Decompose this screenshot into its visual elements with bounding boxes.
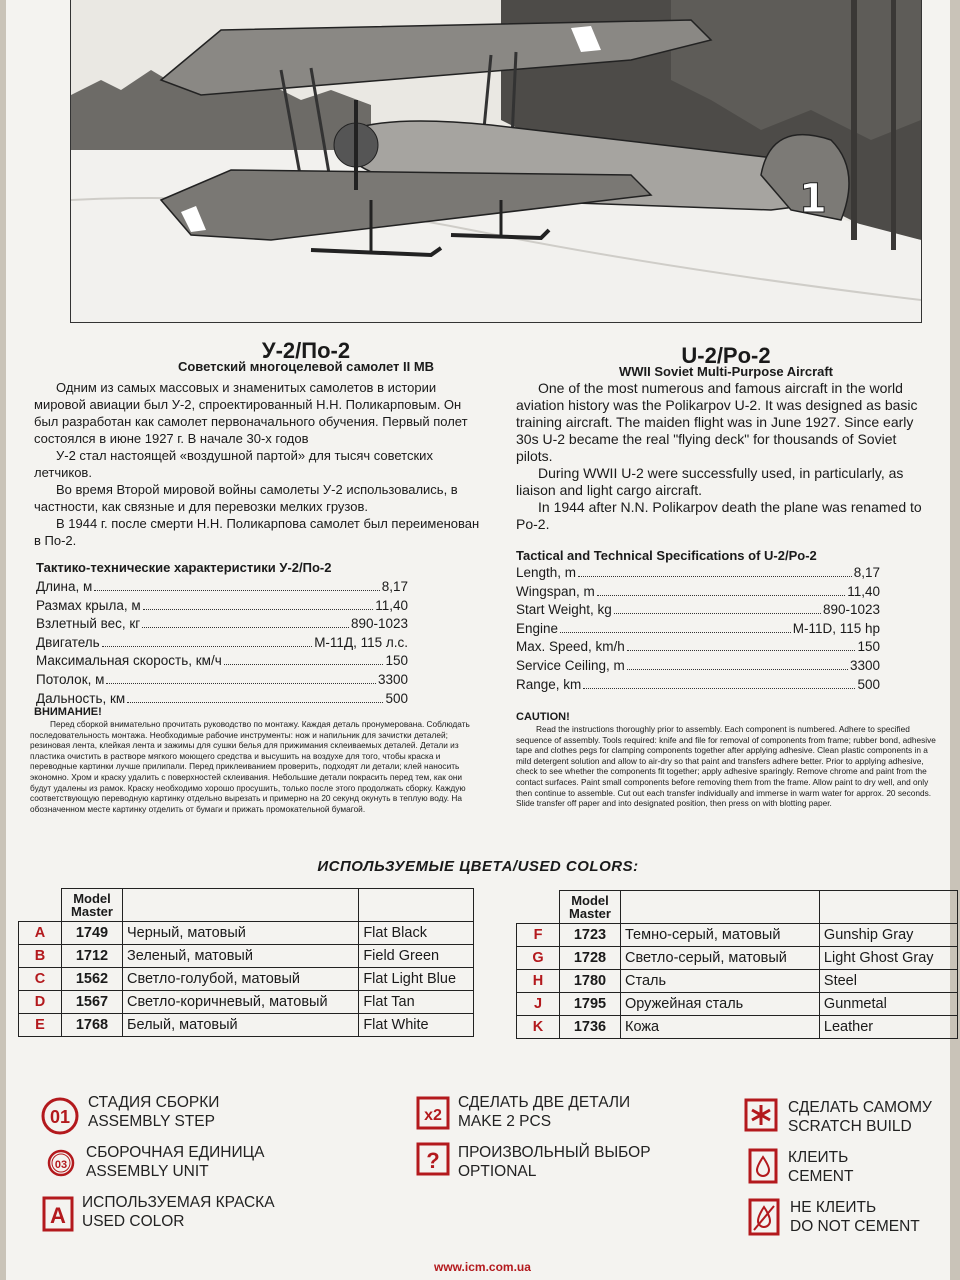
colors-table-right	[516, 890, 958, 1039]
optional-icon	[416, 1142, 450, 1176]
en-caution-text	[516, 724, 942, 809]
cement-icon	[748, 1148, 778, 1184]
legend-make-two	[458, 1093, 630, 1131]
ru-caution-paragraph: Перед сборкой внимательно прочитать руководство по монтажу. Каждая деталь пронумерована. Соблюдать последовательность монтажа. Необходимые рабочие инструменты: нож и напильник для зачистки деталей; резиновая лента, клейкая лента и зажимы для сушки белья для прижимания склеиваемых деталей. Детали из пластика очистить в растворе мягкого моющего средства и высушить на воздухе для того, чтобы краска и переводные картинки лучше прилипали. Перед приклеиванием проверить, подходят ли детали; клей наносить экономно. Хром и краску удалить с поверхностей склеивания. Небольшие детали покрасить перед тем, как они будут удалены из рамок. Краску необходимо хорошо просушить, только после этого продолжать сборку. Каждую соответствующую переводную картинку отдельно вырезать и примерно на 20 секунд окунуть в теплую воду. На обозначенном месте картинку отделить от бумаги и прижать промокательной бумагой.	[30, 719, 470, 814]
color-code: 1795	[560, 993, 621, 1016]
ru-description	[34, 379, 480, 549]
legend-label-ru: КЛЕИТЬ	[788, 1149, 849, 1166]
spec-value: М-11Д, 115 л.с.	[314, 634, 408, 650]
color-row	[19, 945, 474, 968]
spec-label: Взлетный вес, кг	[36, 616, 141, 632]
no-cement-icon	[748, 1198, 780, 1236]
ru-paragraph: У-2 стал настоящей «воздушной партой» для тысяч советских летчиков.	[34, 448, 433, 480]
assembly-step-icon	[40, 1096, 80, 1136]
color-row	[19, 991, 474, 1014]
color-name-ru: Белый, матовый	[123, 1014, 359, 1037]
legend-label-en: USED COLOR	[82, 1213, 185, 1230]
color-letter: H	[517, 970, 560, 993]
spec-label: Start Weight, kg	[516, 602, 612, 618]
color-code: 1723	[560, 924, 621, 947]
colors-title: ИСПОЛЬЗУЕМЫЕ ЦВЕТА/USED COLORS:	[317, 858, 639, 875]
color-row	[517, 947, 958, 970]
instruction-sheet	[6, 0, 950, 1280]
color-code: 1712	[62, 945, 123, 968]
color-name-ru: Оружейная сталь	[621, 993, 820, 1016]
spec-row	[516, 583, 880, 602]
spec-label: Потолок, м	[36, 671, 105, 687]
spec-label: Длина, м	[36, 579, 93, 594]
spec-row	[516, 676, 880, 695]
legend-do-not-cement	[790, 1198, 920, 1236]
color-row	[19, 968, 474, 991]
ru-spec-title: Тактико-технические характеристики У-2/По-2	[36, 560, 332, 575]
colors-header-row	[517, 891, 958, 924]
scratch-build-icon	[744, 1098, 778, 1132]
ru-spec-list	[36, 578, 408, 708]
color-row	[517, 970, 958, 993]
colors-table-left	[18, 888, 474, 1037]
legend-optional	[458, 1143, 651, 1181]
color-letter: A	[19, 922, 62, 945]
ru-caution-text	[30, 719, 478, 814]
spec-label: Max. Speed, km/h	[516, 639, 625, 655]
color-name-en: Steel	[819, 970, 957, 993]
spec-value: 11,40	[375, 597, 408, 613]
model-master-header: Model Master	[560, 891, 621, 924]
en-caution-paragraph: Read the instructions thoroughly prior to assembly. Each component is numbered. Adhere to specified sequence of assembly. Tools required: knife and file for removal of components from frame; rubber bond, adhesive tape and clothes pegs for clamping components together after applying adhesive. Clean plastic components in a mild detergent solution and allow to air-dry so that paint and transfers adhere better. Prior to applying adhesive, check to see whether the components fit together; apply adhesive sparingly. Remove chrome and paint from the contact surfaces. Paint small components before removing them from the frame. Allow paint to dry well, and only then continue to assemble. Cut out each transfer individually and immerse in warm water for approx. 20 seconds. Slide transfer off paper and into designated position, then press on with blotting paper.	[516, 724, 936, 809]
en-paragraph: During WWII U-2 were successfully used, in particularly, as liaison and light cargo aircraft.	[516, 465, 904, 498]
legend-label-en: MAKE 2 PCS	[458, 1113, 552, 1130]
used-color-icon-label: A	[50, 1203, 66, 1228]
legend-label-en: ASSEMBLY STEP	[88, 1113, 215, 1130]
color-name-ru: Зеленый, матовый	[123, 945, 359, 968]
en-title: U-2/Po-2	[681, 343, 771, 368]
spec-row	[516, 657, 880, 676]
color-code: 1749	[62, 922, 123, 945]
color-name-ru: Сталь	[621, 970, 820, 993]
color-name-en: Gunmetal	[819, 993, 957, 1016]
ru-paragraph: Во время Второй мировой войны самолеты У-2 использовались, в частности, как связные и для перевозки мелких грузов.	[34, 482, 458, 514]
color-name-ru: Светло-голубой, матовый	[123, 968, 359, 991]
legend-label-en: SCRATCH BUILD	[788, 1118, 912, 1135]
en-paragraph: In 1944 after N.N. Polikarpov death the plane was renamed to Po-2.	[516, 499, 922, 532]
legend-label-ru: НЕ КЛЕИТЬ	[790, 1199, 877, 1216]
spec-row	[36, 652, 408, 671]
color-name-ru: Светло-коричневый, матовый	[123, 991, 359, 1014]
spec-value: 150	[385, 653, 408, 669]
make-two-icon	[416, 1096, 450, 1130]
en-subtitle: WWII Soviet Multi-Purpose Aircraft	[618, 364, 834, 379]
color-letter: D	[19, 991, 62, 1014]
legend-cement	[788, 1148, 853, 1186]
optional-icon-label: ?	[426, 1148, 440, 1173]
legend-scratch-build	[788, 1098, 932, 1136]
make-two-icon-label: x2	[424, 1107, 442, 1124]
footer-url[interactable]: www.icm.com.ua	[434, 1260, 531, 1274]
spec-value: 890-1023	[350, 616, 408, 632]
spec-row	[36, 671, 408, 690]
spec-label: Length, m	[516, 565, 577, 580]
color-code: 1728	[560, 947, 621, 970]
spec-row	[36, 597, 408, 616]
color-name-ru: Темно-серый, матовый	[621, 924, 820, 947]
spec-row	[516, 620, 880, 639]
spec-value: 11,40	[847, 583, 880, 599]
legend-label-en: ASSEMBLY UNIT	[86, 1163, 209, 1180]
ru-caution-title: ВНИМАНИЕ!	[34, 706, 102, 718]
biplane-drawing	[71, 0, 921, 322]
color-name-ru: Черный, матовый	[123, 922, 359, 945]
color-name-en: Flat White	[359, 1014, 474, 1037]
color-letter: K	[517, 1016, 560, 1039]
color-letter: B	[19, 945, 62, 968]
color-letter: C	[19, 968, 62, 991]
spec-label: Размах крыла, м	[36, 597, 141, 613]
spec-value: 150	[857, 639, 880, 655]
spec-value: 890-1023	[822, 602, 880, 618]
spec-value: 8,17	[381, 579, 408, 594]
color-letter: E	[19, 1014, 62, 1037]
en-spec-list	[516, 564, 880, 694]
assembly-step-icon-label: 01	[49, 1107, 71, 1127]
spec-row	[36, 578, 408, 597]
colors-header-row	[19, 889, 474, 922]
spec-value: 500	[857, 676, 880, 692]
en-caution-title: CAUTION!	[516, 711, 570, 723]
legend-assembly-step	[88, 1093, 219, 1131]
spec-label: Двигатель	[36, 634, 100, 650]
legend-label-ru: СБОРОЧНАЯ ЕДИНИЦА	[86, 1144, 265, 1161]
color-name-en: Field Green	[359, 945, 474, 968]
legend-label-en: CEMENT	[788, 1168, 854, 1185]
color-letter: F	[517, 924, 560, 947]
legend-label-en: OPTIONAL	[458, 1163, 537, 1180]
spec-value: 3300	[849, 657, 880, 673]
spec-value: 500	[385, 690, 408, 706]
color-code: 1567	[62, 991, 123, 1014]
spec-value: M-11D, 115 hp	[792, 620, 880, 636]
spec-label: Engine	[516, 620, 559, 636]
color-name-en: Gunship Gray	[819, 924, 957, 947]
spec-value: 8,17	[853, 565, 880, 580]
used-color-icon	[42, 1196, 74, 1232]
color-name-ru: Светло-серый, матовый	[621, 947, 820, 970]
aircraft-illustration	[70, 0, 922, 323]
en-paragraph: One of the most numerous and famous aircraft in the world aviation history was the Polikarpov U-2. It was designed as basic training aircraft. The maiden flight was in June 1927. Since early 30s U-2 became the real "flying deck" for thousands of Soviet pilots.	[516, 380, 918, 464]
color-row	[517, 1016, 958, 1039]
legend-label-en: DO NOT CEMENT	[790, 1218, 920, 1235]
color-code: 1736	[560, 1016, 621, 1039]
spec-row	[36, 634, 408, 653]
color-name-ru: Кожа	[621, 1016, 820, 1039]
color-row	[19, 922, 474, 945]
color-row	[19, 1014, 474, 1037]
en-description	[516, 380, 936, 533]
color-code: 1768	[62, 1014, 123, 1037]
spec-label: Service Ceiling, m	[516, 657, 625, 673]
color-code: 1562	[62, 968, 123, 991]
assembly-unit-icon-label: 03	[54, 1159, 68, 1171]
ru-title: У-2/По-2	[261, 338, 351, 363]
color-code: 1780	[560, 970, 621, 993]
color-name-en: Flat Light Blue	[359, 968, 474, 991]
legend-label-ru: ПРОИЗВОЛЬНЫЙ ВЫБОР	[458, 1144, 651, 1161]
spec-label: Дальность, км	[36, 690, 126, 706]
legend-assembly-unit	[86, 1143, 264, 1181]
color-name-en: Flat Black	[359, 922, 474, 945]
spec-row	[36, 615, 408, 634]
ru-subtitle: Советский многоцелевой самолет II МВ	[177, 359, 435, 374]
legend-label-ru: СДЕЛАТЬ САМОМУ	[788, 1099, 932, 1116]
legend-used-color	[82, 1193, 275, 1231]
color-letter: J	[517, 993, 560, 1016]
model-master-header: Model Master	[62, 889, 123, 922]
spec-row	[516, 564, 880, 583]
legend-label-ru: ИСПОЛЬЗУЕМАЯ КРАСКА	[82, 1194, 275, 1211]
color-name-en: Light Ghost Gray	[819, 947, 957, 970]
color-row	[517, 993, 958, 1016]
spec-label: Максимальная скорость, км/ч	[36, 653, 222, 669]
color-name-en: Flat Tan	[359, 991, 474, 1014]
spec-row	[516, 601, 880, 620]
ru-paragraph: Одним из самых массовых и знаменитых самолетов в истории мировой авиации был У-2, спроектированный Н.Н. Поликарповым. Он был разработан как самолет первоначального обучения. Первый полет состоялся в июне 1927 г. В начале 30-х годов	[34, 380, 468, 446]
ru-paragraph: В 1944 г. после смерти Н.Н. Поликарпова самолет был переименован в По-2.	[34, 516, 480, 548]
spec-label: Range, km	[516, 676, 582, 692]
assembly-unit-icon	[46, 1148, 76, 1178]
spec-label: Wingspan, m	[516, 583, 595, 599]
tail-number: 1	[799, 176, 827, 222]
color-letter: G	[517, 947, 560, 970]
spec-value: 3300	[377, 671, 408, 687]
color-name-en: Leather	[819, 1016, 957, 1039]
spec-row	[516, 638, 880, 657]
legend-label-ru: СДЕЛАТЬ ДВЕ ДЕТАЛИ	[458, 1094, 631, 1111]
legend-label-ru: СТАДИЯ СБОРКИ	[88, 1094, 220, 1111]
en-spec-title: Tactical and Technical Specifications of U-2/Po-2	[516, 548, 817, 563]
color-row	[517, 924, 958, 947]
